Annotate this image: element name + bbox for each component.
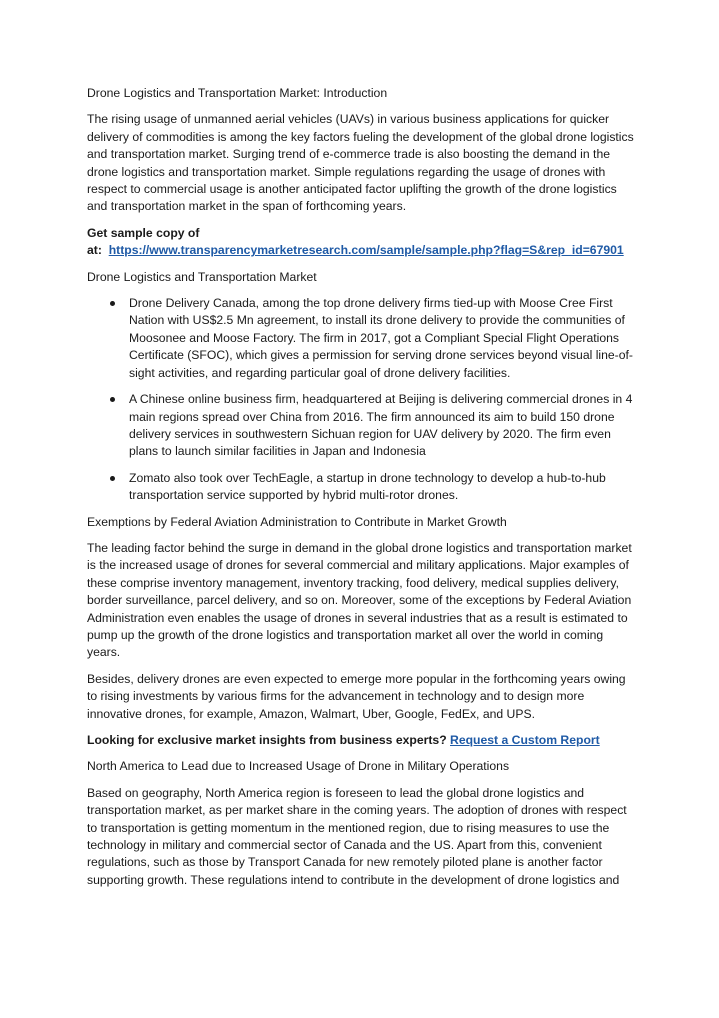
bullet-icon [110, 397, 115, 402]
sample-label: Get sample copy of [87, 225, 200, 240]
list-item [87, 295, 637, 382]
intro-paragraph: The rising usage of unmanned aerial vehicles (UAVs) in various business applications for quicker delivery of commodities is among the key factors fueling the development of the global drone logistics and transportation market. Surging trend of e-commerce trade is also boosting the demand in the drone logistics and transportation market. Simple regulations regarding the usage of drones with respect to commercial usage is another anticipated factor uplifting the growth of the drone logistics and transportation market in the span of forthcoming years. [87, 112, 634, 214]
request-custom-report-link[interactable]: Request a Custom Report [450, 733, 600, 747]
sample-label-at: at: [87, 243, 102, 258]
exemptions-paragraph-1: The leading factor behind the surge in demand in the global drone logistics and transportation market is the increased usage of drones for several commercial and military applications. Major examples of these comprise inventory management, inventory tracking, food delivery, medical supplies delivery, border surveillance, parcel delivery, and so on. Moreover, some of the exceptions by Federal Aviation Administration even enables the usage of drones in several industries that as a result is estimated to pump up the growth of the drone logistics and transportation market all over the world in coming years. [87, 540, 632, 660]
north-america-heading: North America to Lead due to Increased Usage of Drone in Military Operations [87, 759, 510, 774]
bullet-text: Drone Delivery Canada, among the top drone delivery firms tied-up with Moose Cree First Nation with US$2.5 Mn agreement, to install its drone delivery to provide the communities of Moosonee and Moose Factory. The firm in 2017, got a Compliant Special Flight Operations Certificate (SFOC), which gives a permission for serving drone services beyond visual line-of-sight activities, and regarding particular goal of drone delivery facilities. [129, 296, 633, 380]
bullet-icon [110, 301, 115, 306]
exemptions-heading: Exemptions by Federal Aviation Administration to Contribute in Market Growth [87, 514, 507, 529]
bullet-text: A Chinese online business firm, headquartered at Beijing is delivering commercial drones in 4 main regions spread over China from 2016. The firm announced its aim to build 150 drone delivery services in southwestern Sichuan region for UAV delivery by 2020. The firm even plans to launch similar facilities in Japan and Indonesia [129, 392, 633, 459]
north-america-paragraph: Based on geography, North America region is foreseen to lead the global drone logistics and transportation market, as per market share in the coming years. The adoption of drones with respect to transportation is getting momentum in the mentioned region, due to rising measures to use the technology in military and commercial sector of Canada and the US. Apart from this, convenient regulations, such as those by Transport Canada for new remotely piloted plane is another factor supporting growth. These regulations intend to contribute in the development of drone logistics and [87, 785, 627, 887]
exemptions-paragraph-2: Besides, delivery drones are even expected to emerge more popular in the forthcoming years owing to rising investments by various firms for the advancement in technology and to design more innovative drones, for example, Amazon, Walmart, Uber, Google, FedEx, and UPS. [87, 671, 626, 721]
cta-text: Looking for exclusive market insights from business experts? [87, 733, 447, 747]
intro-heading: Drone Logistics and Transportation Market: Introduction [87, 86, 388, 100]
list-item [87, 470, 637, 505]
bullet-text: Zomato also took over TechEagle, a startup in drone technology to develop a hub-to-hub transportation service supported by hybrid multi-rotor drones. [129, 470, 606, 503]
sample-request [87, 225, 637, 260]
list-item [87, 391, 637, 461]
bullet-icon [110, 476, 115, 481]
market-heading: Drone Logistics and Transportation Market [87, 269, 317, 284]
custom-report-cta [87, 732, 637, 749]
market-bullet-list [87, 295, 637, 504]
sample-link[interactable]: https://www.transparencymarketresearch.com/sample/sample.php?flag=S&rep_id=67901 [108, 243, 624, 258]
